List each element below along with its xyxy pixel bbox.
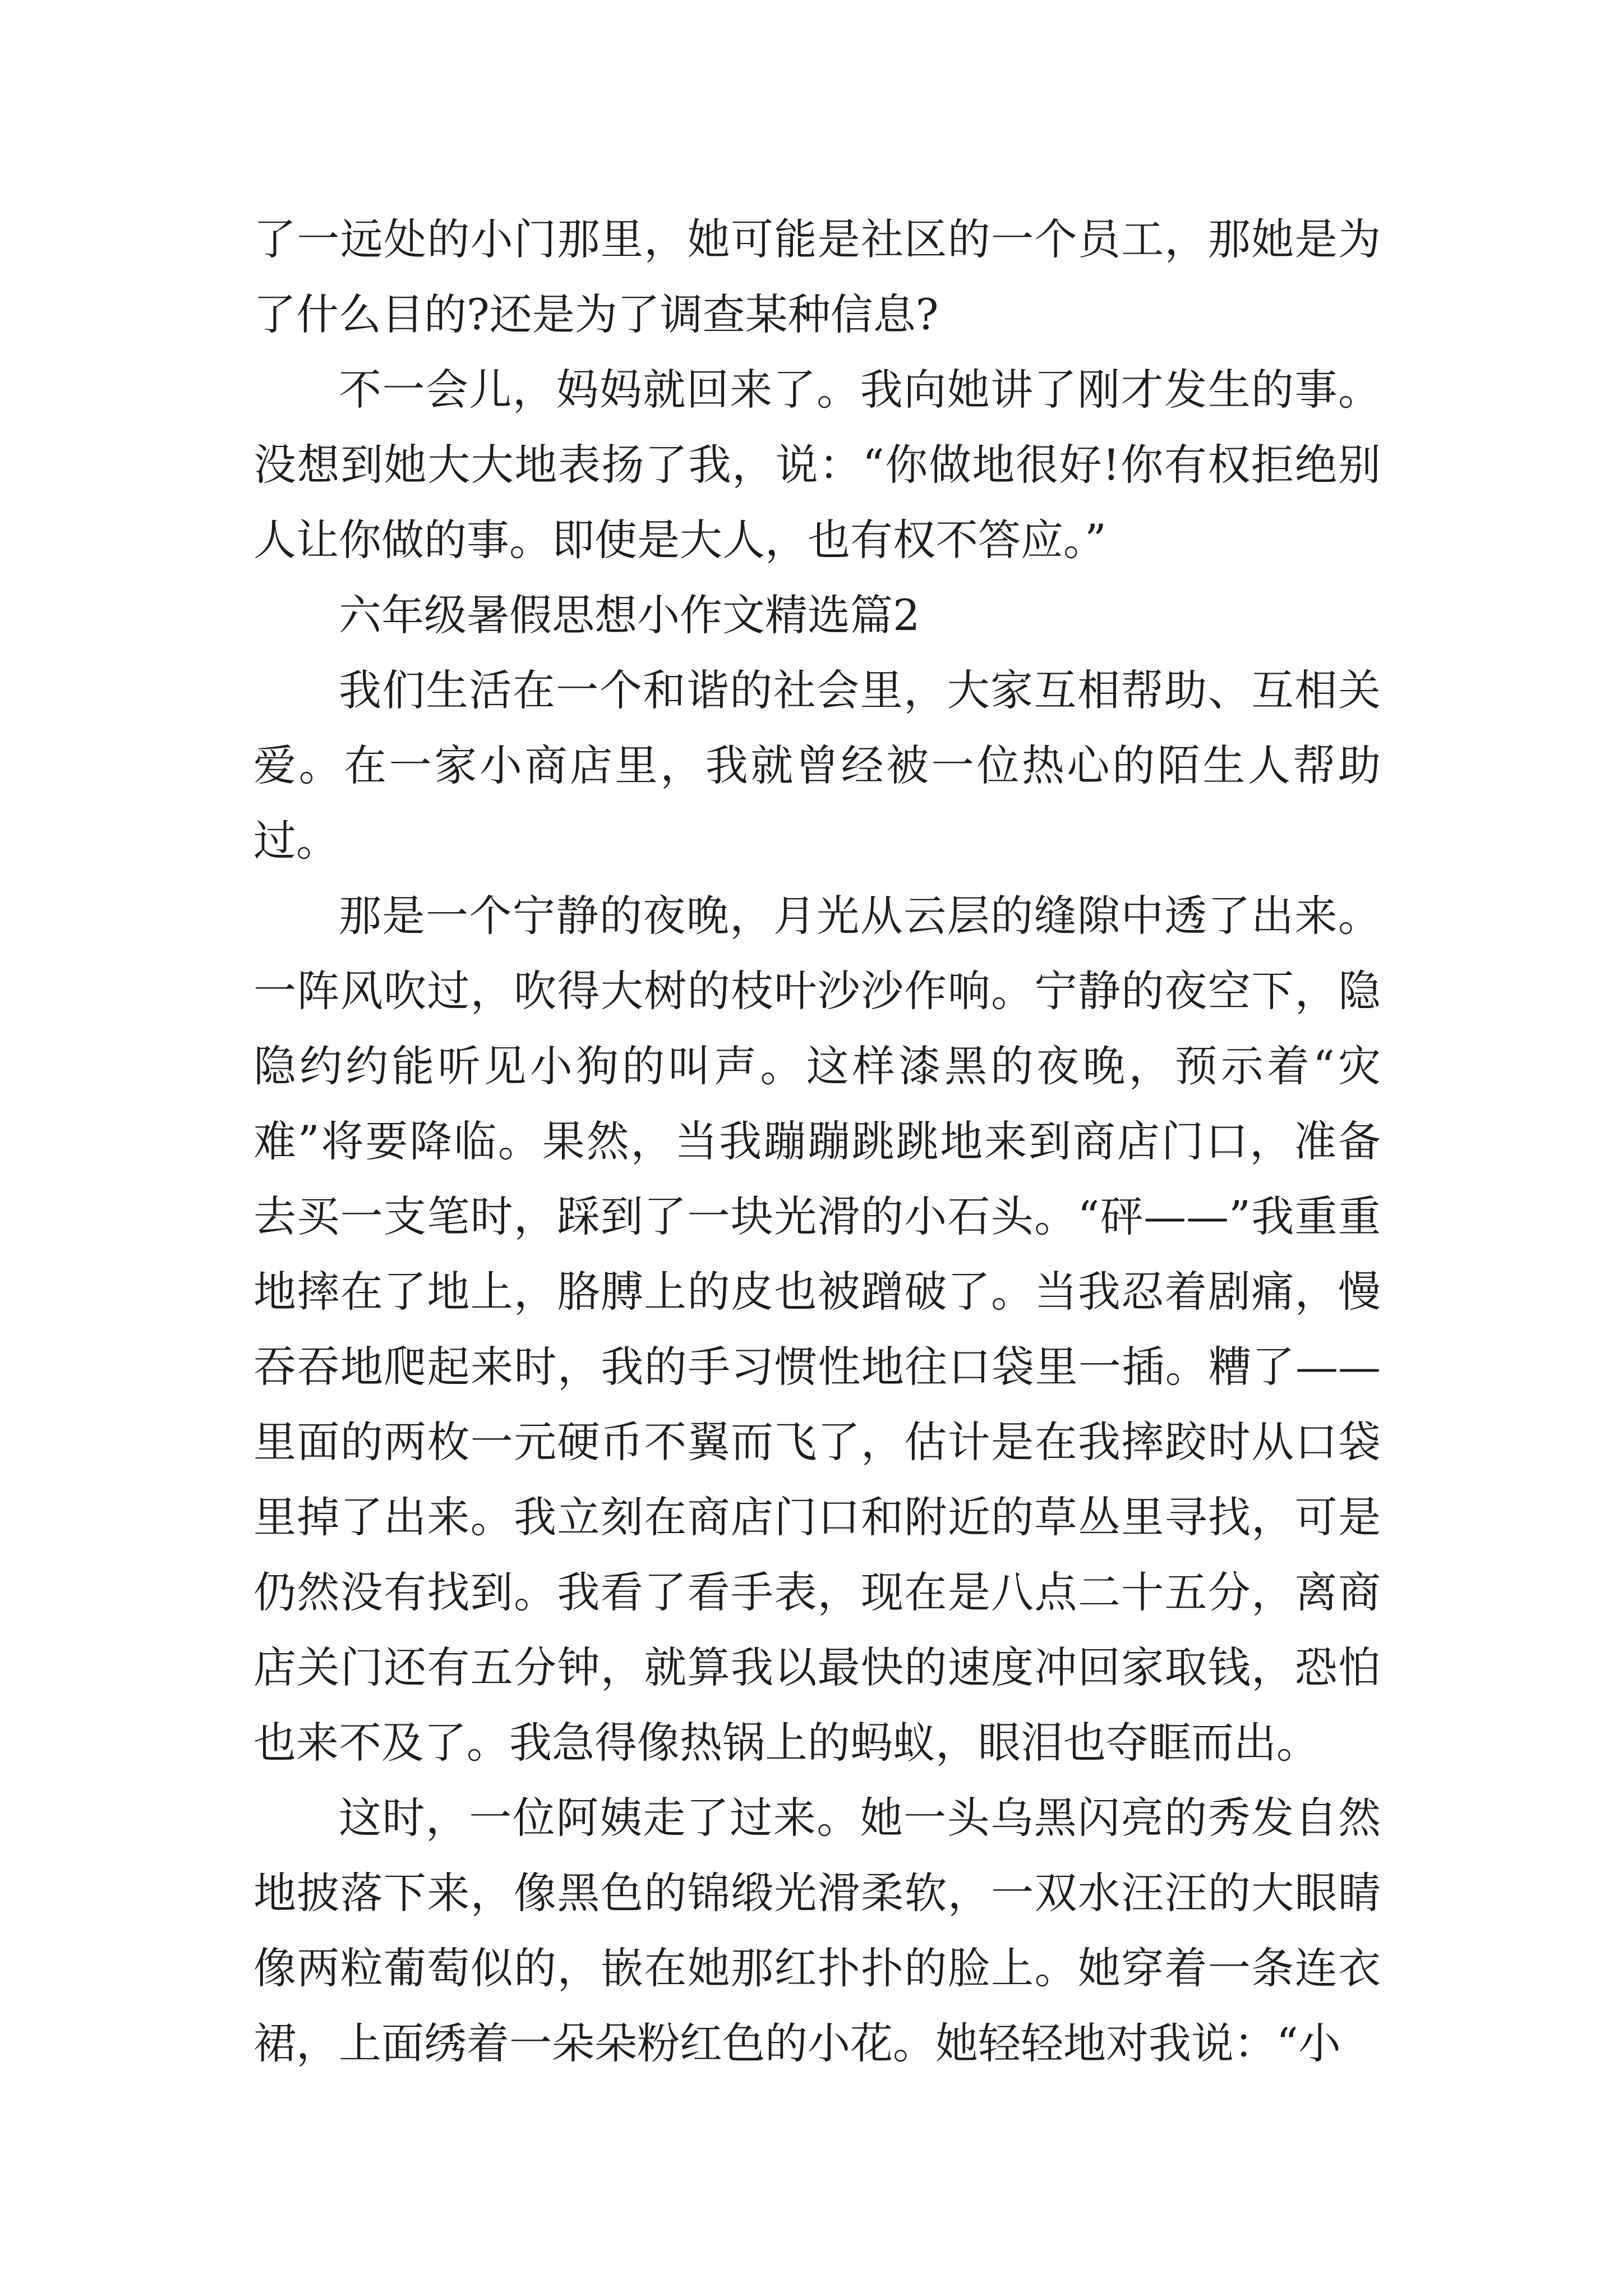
paragraph-intro: 我们生活在一个和谐的社会里，大家互相帮助、互相关爱。在一家小商店里，我就曾经被一位热心的陌生人帮助过。	[253, 665, 1381, 866]
paragraph-night-story: 那是一个宁静的夜晚，月光从云层的缝隙中透了出来。一阵风吹过，吹得大树的枝叶沙沙作响。宁静的夜空下，隐隐约约能听见小狗的叫声。这样漆黑的夜晚，预示着“灾难”将要降临。果然，当我蹦蹦跳跳地来到商店门口，准备去买一支笔时，踩到了一块光滑的小石头。“砰——”我重重地摔在了地上，胳膊上的皮也被蹭破了。当我忍着剧痛，慢吞吞地爬起来时，我的手习惯性地往口袋里一插。糟了——里面的两枚一元硬币不翼而飞了，估计是在我摔跤时从口袋里掉了出来。我立刻在商店门口和附近的草丛里寻找，可是仍然没有找到。我看了看手表，现在是八点二十五分，离商店关门还有五分钟，就算我以最快的速度冲回家取钱，恐怕也来不及了。我急得像热锅上的蚂蚁，眼泪也夺眶而出。	[253, 891, 1381, 1768]
document-body	[253, 202, 1381, 2081]
paragraph-mother-returns: 不一会儿，妈妈就回来了。我向她讲了刚才发生的事。没想到她大大地表扬了我，说：“你做地很好!你有权拒绝别人让你做的事。即使是大人，也有权不答应。”	[253, 365, 1381, 565]
section-heading: 六年级暑假思想小作文精选篇2	[339, 590, 920, 640]
paragraph-aunt-arrives: 这时，一位阿姨走了过来。她一头乌黑闪亮的秀发自然地披落下来，像黑色的锦缎光滑柔软，一双水汪汪的大眼睛像两粒葡萄似的，嵌在她那红扑扑的脸上。她穿着一条连衣裙，上面绣着一朵朵粉红色的小花。她轻轻地对我说：“小	[253, 1793, 1381, 2068]
paragraph-continuation: 了一远处的小门那里，她可能是社区的一个员工，那她是为了什么目的?还是为了调查某种信息?	[253, 214, 1381, 339]
